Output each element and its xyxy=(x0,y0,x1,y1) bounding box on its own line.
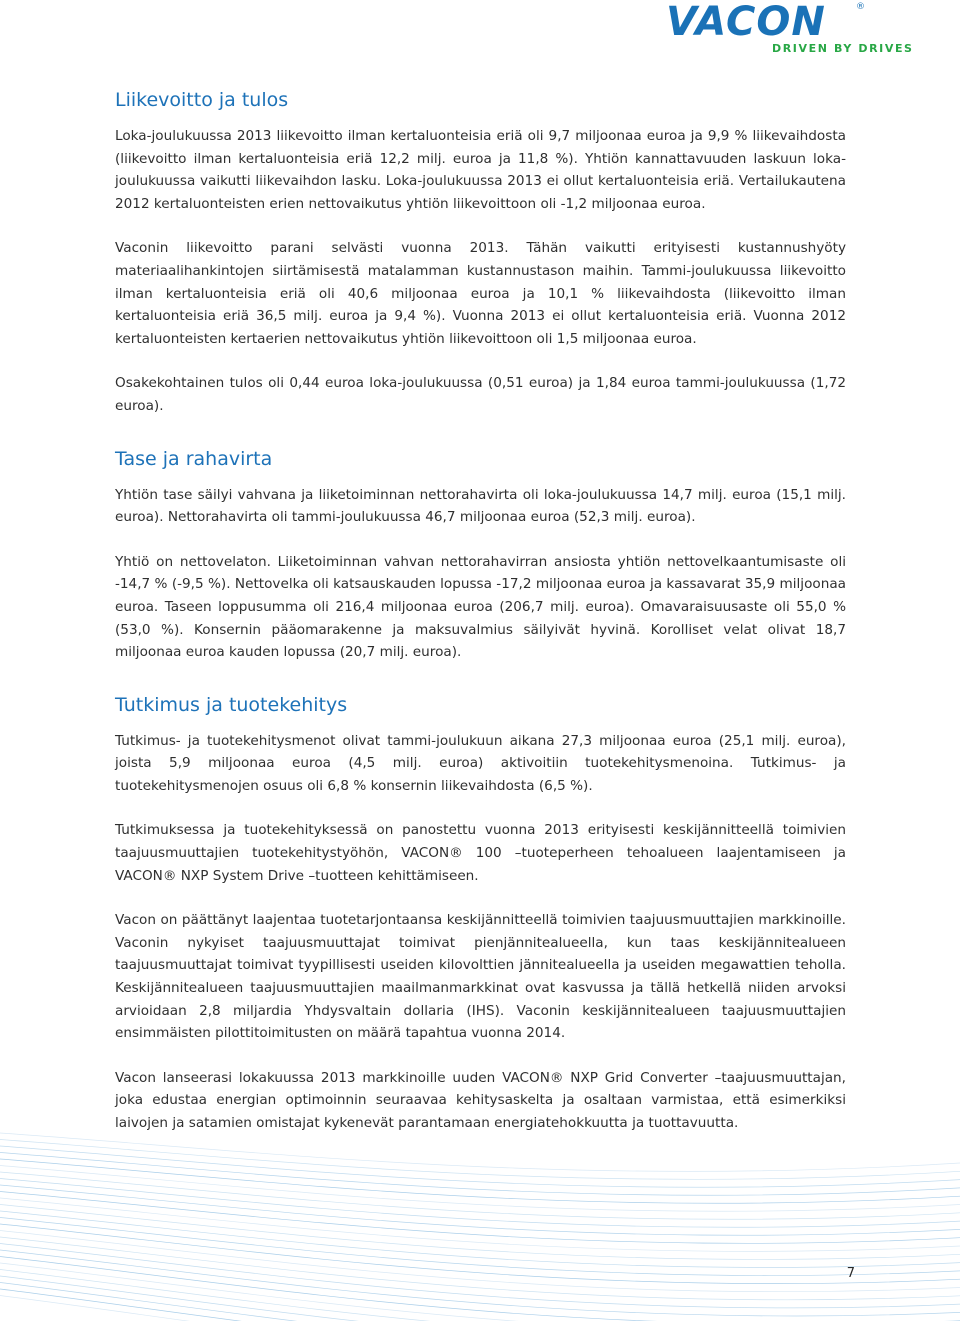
logo-wordmark: VACON xyxy=(666,0,826,45)
wave-line xyxy=(0,1276,960,1321)
paragraph: Osakekohtainen tulos oli 0,44 euroa loka-joulukuussa (0,51 euroa) ja 1,84 euroa tammi-joulukuussa (1,72 euroa). xyxy=(115,375,846,414)
paragraph: Yhtiö on nettovelaton. Liiketoiminnan vahvan nettorahavirran ansiosta yhtiön nettovelkaantumisaste oli -14,7 % (-9,5 %). Nettovelka oli katsauskauden lopussa -17,2 miljoonaa euroa ja kassavarat 35,9 miljoonaa euroa. Taseen loppusumma oli 216,4 miljoonaa euroa (206,7 milj. euroa). Omavaraisuusaste oli 55,0 % (53,0 %). Konsernin pääomarakenne ja maksuvalmius säilyivät hyvinä. Korolliset velat olivat 18,7 miljoonaa euroa kauden lopussa (20,7 milj. euroa). xyxy=(115,553,846,661)
logo-tagline: DRIVEN BY DRIVES xyxy=(772,42,914,55)
paragraph: Vacon lanseerasi lokakuussa 2013 markkinoille uuden VACON® NXP Grid Converter –taajuusmuuttajan, joka edustaa energian optimoinnin seuraavaa kehitysaskelta ja osaltaan varmistaa, että esimerkiksi laivojen ja satamien omistajat kykenevät parantamaan energiatehokkuutta ja tuottavuutta. xyxy=(115,1069,846,1131)
logo-registered-mark: ® xyxy=(856,2,865,12)
decorative-wave-lines xyxy=(0,1125,960,1321)
wave-line xyxy=(0,1198,960,1251)
document-body xyxy=(115,86,846,1135)
paragraph: Yhtiön tase säilyi vahvana ja liiketoiminnan nettorahavirta oli loka-joulukuussa 14,7 milj. euroa (15,1 milj. euroa). Nettorahavirta oli tammi-joulukuussa 46,7 miljoonaa euroa (52,3 milj. euroa). xyxy=(115,486,846,526)
paragraph: Vaconin liikevoitto parani selvästi vuonna 2013. Tähän vaikutti erityisesti kustannushyöty materiaalihankintojen siirtämisestä matalamman kustannustason maihin. Tammi-joulukuussa liikevoitto ilman kertaluonteisia eriä oli 40,6 miljoonaa euroa ja 10,1 % liikevaihdosta (liikevoitto ilman kertaluonteisia eriä 36,5 milj. euroa ja 9,4 %). Vuonna 2013 ei ollut kertaluonteisia eriä. Vuonna 2012 kertaluonteisten kertaerien nettovaikutus yhtiön liikevoittoon oli 1,5 miljoonaa euroa. xyxy=(115,240,846,347)
wave-line xyxy=(0,1263,960,1321)
vacon-logo xyxy=(666,0,914,60)
wave-line xyxy=(0,1159,960,1203)
paragraph: Vacon on päättänyt laajentaa tuotetarjontaansa keskijännitteellä toimivien taajuusmuuttajien markkinoille. Vaconin nykyiset taajuusmuuttajat toimivat pienjännitealueella, kun taas keskijännitealueen taajuusmuuttajat toimivat tyypillisesti useiden kilovolttien jännitealueella ja useiden megawattien teholla. Keskijännitealueen taajuusmuuttajien maailmanmarkkinat ovat kasvussa ja tällä hetkellä niiden arvoksi arvioidaan 2,8 miljardia Yhdysvaltain dollaria (IHS). Vaconin keskijännitealueen taajuusmuuttajien ensimmäisten pilottitoimitusten on määrä tapahtua vuonna 2014. xyxy=(115,912,846,1042)
paragraph: Tutkimuksessa ja tuotekehityksessä on panostettu vuonna 2013 erityisesti keskijännitteellä toimivien taajuusmuuttajien tuotekehitystyöhön, VACON® 100 –tuoteperheen tehoalueen laajentamiseen ja VACON® NXP System Drive –tuotteen kehittämiseen. xyxy=(115,822,846,884)
paragraph: Tutkimus- ja tuotekehitysmenot olivat tammi-joulukuun aikana 27,3 miljoonaa euroa (25,1 milj. euroa), joista 5,9 miljoonaa euroa (4,5 milj. euroa) aktivoitiin tuotekehitysmenoina. Tutkimus- ja tuotekehitysmenojen osuus oli 6,8 % konsernin liikevaihdosta (6,5 %). xyxy=(115,732,846,794)
section-title-tase: Tase ja rahavirta xyxy=(115,447,273,470)
section-title-tutkimus: Tutkimus ja tuotekehitys xyxy=(115,693,348,716)
paragraph: Loka-joulukuussa 2013 liikevoitto ilman kertaluonteisia eriä oli 9,7 miljoonaa euroa ja 9,9 % liikevaihdosta (liikevoitto ilman kertaluonteisia eriä 12,2 milj. euroa ja 11,8 %). Yhtiön kannattavuuden laskuun loka-joulukuussa vaikutti liikevaihdon lasku. Loka-joulukuussa 2013 ei ollut kertaluonteisia eriä. Vertailukautena 2012 kertaluonteisten erien nettovaikutus yhtiön liikevoittoon oli -1,2 miljoonaa euroa. xyxy=(115,128,846,212)
wave-line xyxy=(0,1192,960,1244)
wave-line xyxy=(0,1250,960,1316)
wave-line xyxy=(0,1257,960,1321)
section-title-liikevoitto: Liikevoitto ja tulos xyxy=(115,89,289,111)
wave-line xyxy=(0,1140,960,1180)
page-number: 7 xyxy=(846,1266,855,1281)
wave-line xyxy=(0,1133,960,1171)
wave-line xyxy=(0,1166,960,1212)
